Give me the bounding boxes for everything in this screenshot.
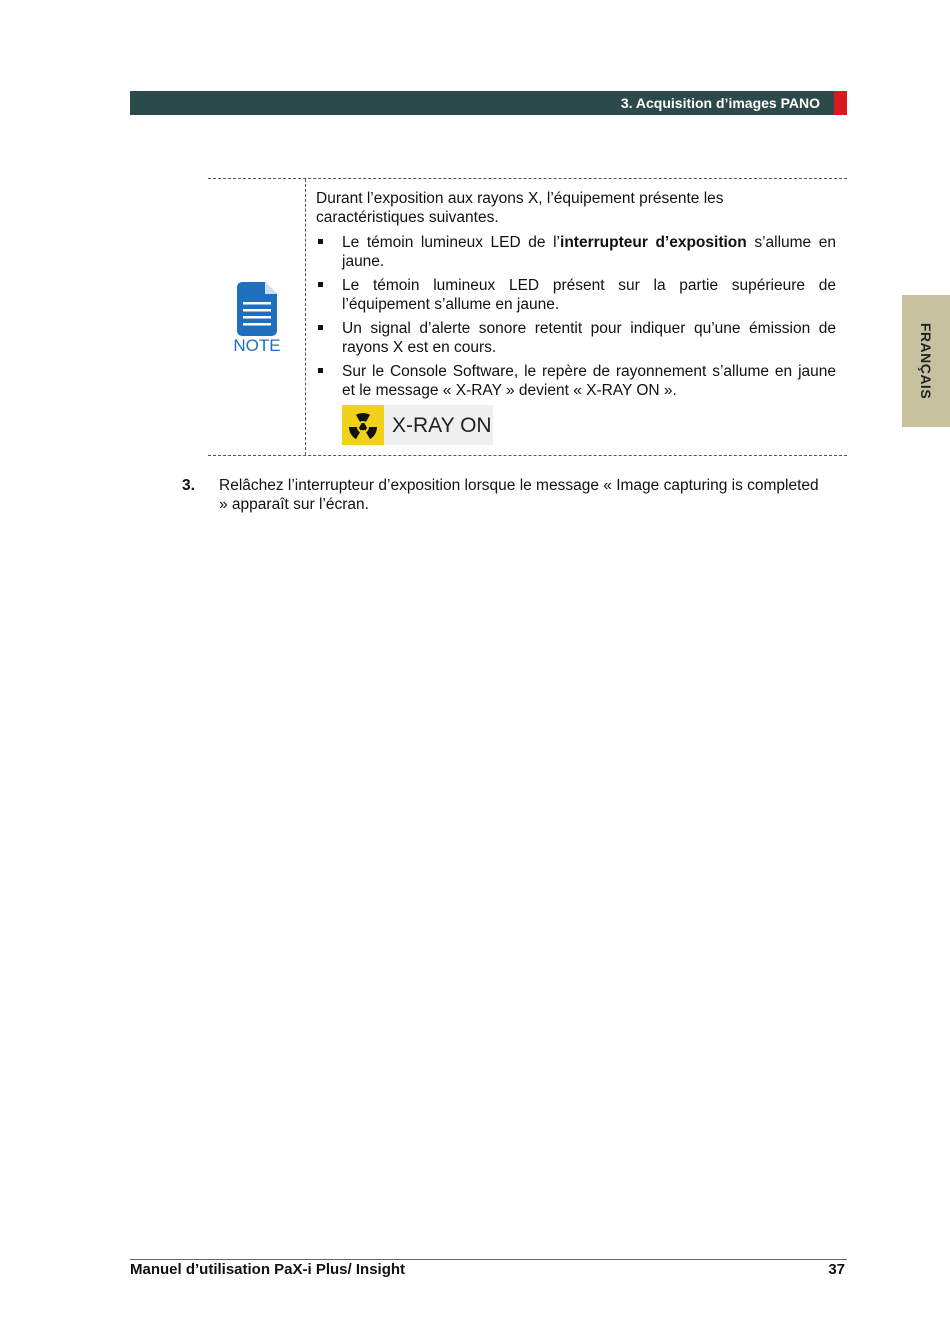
note-divider <box>305 179 306 455</box>
note-bullet-list <box>316 233 836 400</box>
note-bullet-item: Le témoin lumineux LED présent sur la partie supérieure de l’équipement s’allume en jaune. <box>316 276 836 314</box>
note-bullet-item: Sur le Console Software, le repère de rayonnement s’allume en jaune et le message « X-RAY » devient « X-RAY ON ». <box>316 362 836 400</box>
header-accent <box>834 91 847 115</box>
note-bullet-item <box>316 233 836 271</box>
bullet-text: s’allume en jaune. <box>342 234 836 270</box>
section-title: 3. Acquisition d’images PANO <box>620 95 820 111</box>
xray-on-label: X-RAY ON <box>392 414 492 437</box>
step-number: 3. <box>182 477 195 494</box>
note-icon-label: NOTE <box>233 336 281 355</box>
bullet-text: Le témoin lumineux LED de l’ <box>342 234 561 251</box>
footer-divider <box>130 1259 847 1260</box>
note-intro: Durant l’exposition aux rayons X, l’équipement présente les caractéristiques suivantes. <box>316 190 724 226</box>
step-3 <box>182 476 822 514</box>
note-content <box>316 189 836 405</box>
footer-page-number: 37 <box>828 1261 845 1278</box>
xray-on-badge <box>342 405 493 445</box>
footer-manual-title: Manuel d’utilisation PaX-i Plus/ Insight <box>130 1261 406 1278</box>
bullet-bold-text: interrupteur d’exposition <box>560 234 747 251</box>
radiation-icon <box>342 405 384 445</box>
step-text: Relâchez l’interrupteur d’exposition lorsque le message « Image capturing is completed » apparaît sur l’écran. <box>219 477 819 513</box>
note-bullet-item: Un signal d’alerte sonore retentit pour indiquer qu’une émission de rayons X est en cours. <box>316 319 836 357</box>
language-tab-label: FRANÇAIS <box>918 322 934 400</box>
